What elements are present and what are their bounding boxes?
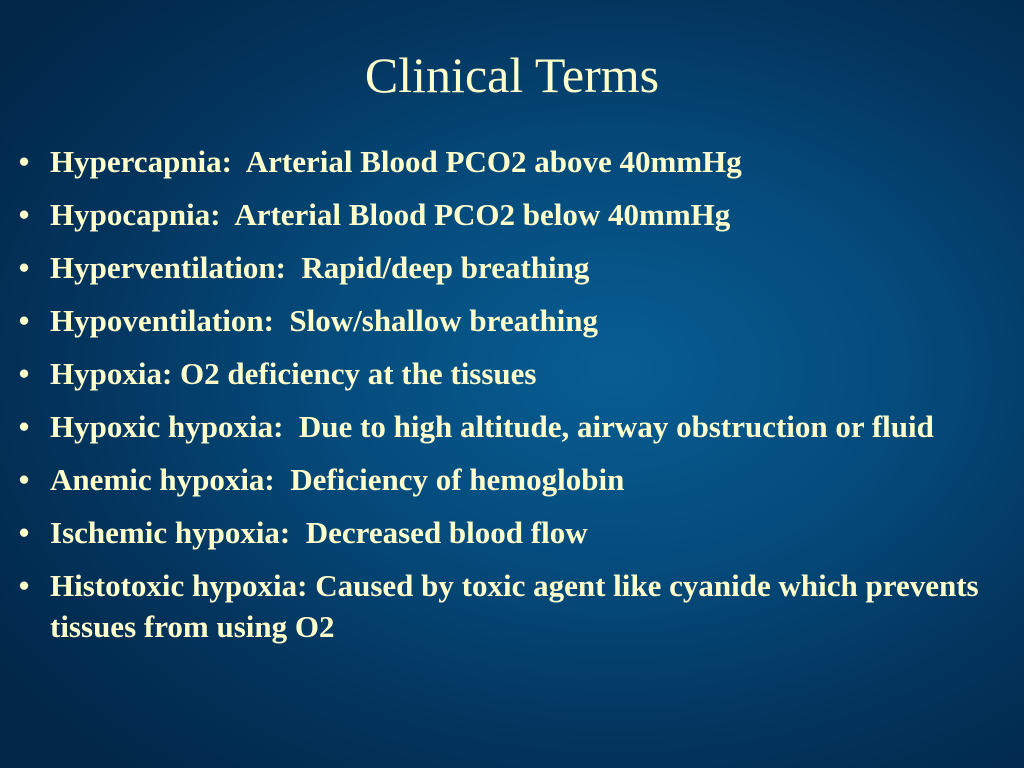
bullet-text: Hypoxic hypoxia: Due to high altitude, airway obstruction or fluid bbox=[50, 409, 934, 444]
bullet-item-hyperventilation bbox=[14, 247, 1004, 288]
bullet-icon: • bbox=[18, 515, 30, 550]
bullet-item-hypocapnia bbox=[14, 194, 1004, 235]
bullet-text: Histotoxic hypoxia: Caused by toxic agent like cyanide which prevents tissues from using O2 bbox=[50, 568, 987, 644]
bullet-icon: • bbox=[18, 409, 30, 444]
bullet-item-histotoxic-hypoxia bbox=[14, 565, 1004, 647]
bullet-icon: • bbox=[18, 356, 30, 391]
bullet-text: Hypoventilation: Slow/shallow breathing bbox=[50, 303, 599, 338]
bullet-icon: • bbox=[18, 197, 30, 232]
bullet-icon: • bbox=[18, 250, 30, 285]
bullet-item-ischemic-hypoxia bbox=[14, 512, 1004, 553]
bullet-item-hypoventilation bbox=[14, 300, 1004, 341]
bullet-text: Anemic hypoxia: Deficiency of hemoglobin bbox=[50, 462, 625, 497]
bullet-item-hypercapnia bbox=[14, 141, 1004, 182]
bullet-text: Hypercapnia: Arterial Blood PCO2 above 40mmHg bbox=[50, 144, 742, 179]
bullet-item-hypoxic-hypoxia bbox=[14, 406, 1004, 447]
slide-title: Clinical Terms bbox=[364, 47, 660, 103]
bullet-text: Hyperventilation: Rapid/deep breathing bbox=[50, 250, 590, 285]
bullet-icon: • bbox=[18, 568, 30, 603]
bullet-icon: • bbox=[18, 144, 30, 179]
bullet-item-anemic-hypoxia bbox=[14, 459, 1004, 500]
bullet-text: Ischemic hypoxia: Decreased blood flow bbox=[50, 515, 588, 550]
bullet-text: Hypocapnia: Arterial Blood PCO2 below 40mmHg bbox=[50, 197, 731, 232]
bullet-item-hypoxia bbox=[14, 353, 1004, 394]
bullet-icon: • bbox=[18, 303, 30, 338]
bullet-list bbox=[14, 141, 1004, 659]
bullet-text: Hypoxia: O2 deficiency at the tissues bbox=[50, 356, 537, 391]
bullet-icon: • bbox=[18, 462, 30, 497]
